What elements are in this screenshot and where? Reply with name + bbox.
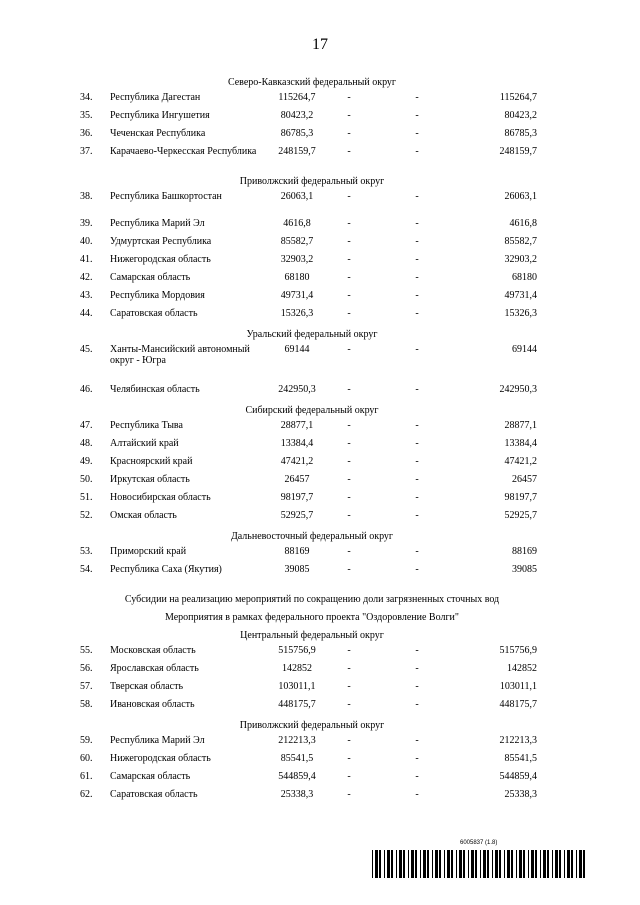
value-total: 98197,7 [280, 492, 314, 503]
value-sum: 248159,7 [499, 146, 537, 157]
region-name: Иркутская область [110, 474, 190, 485]
value-col2: - [347, 735, 351, 746]
barcode-bar [576, 850, 577, 878]
barcode-bar [456, 850, 457, 878]
value-col3: - [415, 308, 419, 319]
table-row [72, 699, 552, 717]
value-col2: - [347, 456, 351, 467]
value-sum: 85541,5 [504, 753, 537, 764]
value-total: 248159,7 [278, 146, 316, 157]
value-sum: 13384,4 [504, 438, 537, 449]
value-col2: - [347, 681, 351, 692]
table-row [72, 128, 552, 146]
region-name: Самарская область [110, 272, 191, 283]
region-name: Красноярский край [110, 456, 193, 467]
barcode-icon [372, 850, 587, 878]
barcode-bar [519, 850, 522, 878]
value-sum: 98197,7 [504, 492, 537, 503]
value-col3: - [415, 110, 419, 121]
row-number: 55. [80, 645, 93, 656]
value-total: 115264,7 [278, 92, 316, 103]
row-number: 40. [80, 236, 93, 247]
section-header: Северо-Кавказский федеральный округ [227, 77, 397, 88]
value-total: 4616,8 [283, 218, 311, 229]
region-name: Ханты-Мансийский автономный округ - Югра [110, 344, 250, 366]
value-col2: - [347, 272, 351, 283]
value-col2: - [347, 254, 351, 265]
value-sum: 88169 [512, 546, 537, 557]
value-col3: - [415, 789, 419, 800]
value-col3: - [415, 771, 419, 782]
barcode-bar [375, 850, 378, 878]
table-row [72, 510, 552, 528]
barcode-bar [435, 850, 438, 878]
value-col2: - [347, 191, 351, 202]
region-name: Республика Саха (Якутия) [110, 564, 222, 575]
section-header: Субсидии на реализацию мероприятий по сокращению доли загрязненных сточных вод [124, 594, 500, 605]
region-name: Новосибирская область [110, 492, 211, 503]
value-sum: 69144 [512, 344, 537, 355]
table-row [72, 420, 552, 438]
row-number: 52. [80, 510, 93, 521]
value-col2: - [347, 645, 351, 656]
table-row [72, 92, 552, 110]
value-sum: 4616,8 [509, 218, 537, 229]
value-sum: 115264,7 [499, 92, 537, 103]
region-name: Алтайский край [110, 438, 179, 449]
value-total: 32903,2 [280, 254, 314, 265]
value-col3: - [415, 290, 419, 301]
barcode-bar [480, 850, 481, 878]
table-row [72, 344, 552, 384]
value-col3: - [415, 735, 419, 746]
barcode-bar [459, 850, 462, 878]
region-name: Ивановская область [110, 699, 195, 710]
region-name: Приморский край [110, 546, 187, 557]
barcode-bar [487, 850, 489, 878]
value-col2: - [347, 564, 351, 575]
value-total: 69144 [284, 344, 310, 355]
region-name: Саратовская область [110, 308, 198, 319]
row-number: 54. [80, 564, 93, 575]
row-number: 49. [80, 456, 93, 467]
value-col3: - [415, 191, 419, 202]
value-col2: - [347, 218, 351, 229]
region-name: Республика Ингушетия [110, 110, 210, 121]
value-sum: 68180 [512, 272, 537, 283]
value-col2: - [347, 146, 351, 157]
value-col3: - [415, 128, 419, 139]
value-total: 15326,3 [280, 308, 314, 319]
table-row [72, 546, 552, 564]
barcode-bar [379, 850, 381, 878]
value-col2: - [347, 699, 351, 710]
section-header: Приволжский федеральный округ [239, 720, 385, 731]
barcode-bar [504, 850, 505, 878]
row-number: 59. [80, 735, 93, 746]
value-col3: - [415, 438, 419, 449]
value-col3: - [415, 663, 419, 674]
value-total: 13384,4 [280, 438, 314, 449]
barcode-bar [444, 850, 445, 878]
row-number: 51. [80, 492, 93, 503]
value-sum: 85582,7 [504, 236, 537, 247]
barcode-bar [495, 850, 498, 878]
barcode-bar [528, 850, 529, 878]
value-sum: 26457 [512, 474, 537, 485]
barcode-bar [447, 850, 450, 878]
value-sum: 544859,4 [499, 771, 537, 782]
value-col2: - [347, 510, 351, 521]
table-row [72, 681, 552, 699]
value-sum: 39085 [512, 564, 537, 575]
value-sum: 52925,7 [504, 510, 537, 521]
value-col3: - [415, 492, 419, 503]
barcode-bar [451, 850, 453, 878]
barcode-bar [423, 850, 426, 878]
table-row [72, 254, 552, 272]
barcode-bar [471, 850, 474, 878]
value-col3: - [415, 699, 419, 710]
value-total: 212213,3 [278, 735, 316, 746]
table-row [72, 456, 552, 474]
section-header: Дальневосточный федеральный округ [230, 531, 394, 542]
value-col2: - [347, 236, 351, 247]
barcode-bar [384, 850, 385, 878]
value-col2: - [347, 492, 351, 503]
row-number: 35. [80, 110, 93, 121]
row-number: 41. [80, 254, 93, 265]
row-number: 44. [80, 308, 93, 319]
value-sum: 103011,1 [499, 681, 537, 692]
value-col3: - [415, 92, 419, 103]
region-name: Нижегородская область [110, 254, 211, 265]
barcode-bar [540, 850, 541, 878]
barcode-bar [555, 850, 558, 878]
table-row [72, 110, 552, 128]
row-number: 56. [80, 663, 93, 674]
value-total: 88169 [284, 546, 310, 557]
value-col3: - [415, 681, 419, 692]
region-name: Саратовская область [110, 789, 198, 800]
barcode-bar [372, 850, 373, 878]
row-number: 36. [80, 128, 93, 139]
value-col2: - [347, 663, 351, 674]
region-name: Республика Мордовия [110, 290, 205, 301]
value-total: 28877,1 [280, 420, 314, 431]
barcode-bar [579, 850, 582, 878]
value-total: 448175,7 [278, 699, 316, 710]
value-sum: 47421,2 [504, 456, 537, 467]
value-sum: 32903,2 [504, 254, 537, 265]
region-name: Чеченская Республика [110, 128, 206, 139]
barcode-bar [463, 850, 465, 878]
value-total: 142852 [282, 663, 312, 674]
value-sum: 15326,3 [504, 308, 537, 319]
region-name: Ярославская область [110, 663, 199, 674]
value-sum: 86785,3 [504, 128, 537, 139]
table-row [72, 645, 552, 663]
value-total: 242950,3 [278, 384, 316, 395]
value-col2: - [347, 344, 351, 355]
table-row [72, 474, 552, 492]
value-col3: - [415, 645, 419, 656]
table-row [72, 789, 552, 807]
section-header: Сибирский федеральный округ [245, 405, 379, 416]
value-sum: 448175,7 [499, 699, 537, 710]
value-col3: - [415, 146, 419, 157]
barcode-bar [571, 850, 573, 878]
value-col2: - [347, 92, 351, 103]
value-col2: - [347, 438, 351, 449]
barcode-bar [399, 850, 402, 878]
barcode-bar [396, 850, 397, 878]
subsidy-table [72, 74, 552, 807]
barcode-bar [415, 850, 417, 878]
value-total: 68180 [284, 272, 310, 283]
region-name: Омская область [110, 510, 177, 521]
table-row [72, 236, 552, 254]
value-total: 80423,2 [280, 110, 314, 121]
value-col3: - [415, 510, 419, 521]
value-col3: - [415, 272, 419, 283]
value-col2: - [347, 789, 351, 800]
barcode-bar [475, 850, 477, 878]
value-col2: - [347, 771, 351, 782]
row-number: 47. [80, 420, 93, 431]
table-row [72, 218, 552, 236]
barcode-bar [420, 850, 421, 878]
section-header: Мероприятия в рамках федерального проекта "Оздоровление Волги" [164, 612, 459, 623]
value-col2: - [347, 128, 351, 139]
value-total: 26063,1 [280, 191, 314, 202]
barcode-bar [552, 850, 553, 878]
row-number: 38. [80, 191, 93, 202]
document-code: 6005837 (1.8) [460, 840, 498, 846]
value-col2: - [347, 290, 351, 301]
value-sum: 28877,1 [504, 420, 537, 431]
table-row [72, 290, 552, 308]
value-col3: - [415, 236, 419, 247]
table-row [72, 191, 552, 218]
value-col2: - [347, 110, 351, 121]
barcode-bar [516, 850, 517, 878]
region-name: Челябинская область [110, 384, 200, 395]
value-total: 49731,4 [280, 290, 314, 301]
value-col2: - [347, 474, 351, 485]
value-col2: - [347, 753, 351, 764]
value-col3: - [415, 384, 419, 395]
barcode-bar [583, 850, 585, 878]
value-col2: - [347, 308, 351, 319]
value-total: 544859,4 [278, 771, 316, 782]
value-col3: - [415, 753, 419, 764]
row-number: 46. [80, 384, 93, 395]
table-row [72, 771, 552, 789]
value-col3: - [415, 456, 419, 467]
region-name: Московская область [110, 645, 196, 656]
barcode-bar [511, 850, 513, 878]
table-row [72, 438, 552, 456]
value-total: 86785,3 [280, 128, 314, 139]
barcode-bar [535, 850, 537, 878]
region-name: Республика Башкортостан [110, 191, 222, 202]
value-col3: - [415, 564, 419, 575]
table-row [72, 735, 552, 753]
barcode-bar [531, 850, 534, 878]
value-total: 85541,5 [280, 753, 314, 764]
table-row [72, 384, 552, 402]
value-total: 26457 [284, 474, 310, 485]
row-number: 39. [80, 218, 93, 229]
barcode-bar [403, 850, 405, 878]
barcode-bar [507, 850, 510, 878]
value-sum: 80423,2 [504, 110, 537, 121]
row-number: 53. [80, 546, 93, 557]
barcode-bar [559, 850, 561, 878]
value-total: 39085 [284, 564, 310, 575]
page-number: 17 [312, 36, 328, 53]
row-number: 61. [80, 771, 93, 782]
row-number: 57. [80, 681, 93, 692]
barcode-bar [391, 850, 393, 878]
value-col3: - [415, 474, 419, 485]
value-total: 47421,2 [280, 456, 314, 467]
region-name: Карачаево-Черкесская Республика [110, 146, 257, 157]
value-sum: 142852 [507, 663, 537, 674]
row-number: 60. [80, 753, 93, 764]
value-total: 103011,1 [278, 681, 316, 692]
section-header: Уральский федеральный округ [246, 329, 378, 340]
region-name: Республика Марий Эл [110, 218, 205, 229]
value-sum: 515756,9 [499, 645, 537, 656]
barcode-bar [499, 850, 501, 878]
region-name: Республика Тыва [110, 420, 183, 431]
row-number: 43. [80, 290, 93, 301]
section-header: Приволжский федеральный округ [239, 176, 385, 187]
value-col3: - [415, 546, 419, 557]
region-name: Удмуртская Республика [110, 236, 212, 247]
barcode-bar [387, 850, 390, 878]
value-sum: 212213,3 [499, 735, 537, 746]
row-number: 42. [80, 272, 93, 283]
barcode-bar [483, 850, 486, 878]
region-name: Самарская область [110, 771, 191, 782]
barcode-bar [408, 850, 409, 878]
table-row [72, 146, 552, 173]
barcode-bar [564, 850, 565, 878]
row-number: 48. [80, 438, 93, 449]
value-col3: - [415, 420, 419, 431]
region-name: Нижегородская область [110, 753, 211, 764]
value-col2: - [347, 420, 351, 431]
row-number: 45. [80, 344, 93, 355]
barcode-bar [432, 850, 433, 878]
row-number: 37. [80, 146, 93, 157]
barcode-bar [427, 850, 429, 878]
row-number: 50. [80, 474, 93, 485]
value-sum: 49731,4 [504, 290, 537, 301]
barcode-bar [523, 850, 525, 878]
region-name: Тверская область [110, 681, 184, 692]
value-col3: - [415, 254, 419, 265]
value-total: 52925,7 [280, 510, 314, 521]
value-col2: - [347, 384, 351, 395]
barcode-bar [547, 850, 549, 878]
row-number: 58. [80, 699, 93, 710]
region-name: Республика Марий Эл [110, 735, 205, 746]
barcode-bar [439, 850, 441, 878]
table-row [72, 663, 552, 681]
section-header: Центральный федеральный округ [240, 630, 384, 641]
barcode-bar [492, 850, 493, 878]
value-sum: 25338,3 [504, 789, 537, 800]
barcode-bar [543, 850, 546, 878]
table-row [72, 308, 552, 326]
barcode-bar [411, 850, 414, 878]
value-total: 25338,3 [280, 789, 314, 800]
table-row [72, 753, 552, 771]
table-row [72, 272, 552, 290]
barcode-bar [468, 850, 469, 878]
table-row [72, 564, 552, 591]
value-sum: 26063,1 [504, 191, 537, 202]
row-number: 62. [80, 789, 93, 800]
table-row [72, 492, 552, 510]
value-sum: 242950,3 [499, 384, 537, 395]
row-number: 34. [80, 92, 93, 103]
value-col2: - [347, 546, 351, 557]
value-col3: - [415, 344, 419, 355]
region-name: Республика Дагестан [110, 92, 201, 103]
value-total: 85582,7 [280, 236, 314, 247]
value-total: 515756,9 [278, 645, 316, 656]
barcode-bar [567, 850, 570, 878]
value-col3: - [415, 218, 419, 229]
